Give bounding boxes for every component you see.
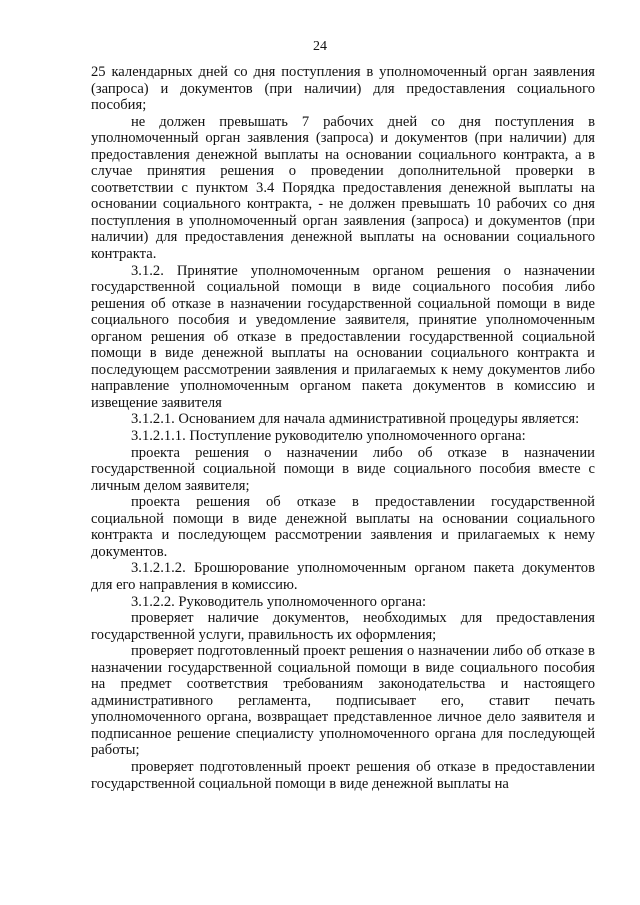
paragraph: 25 календарных дней со дня поступления в уполномоченный орган заявления (запроса) и документов (при наличии) для предоставления социального пособия; — [91, 64, 595, 114]
paragraph: 3.1.2. Принятие уполномоченным органом решения о назначении государственной социальной помощи в виде социального пособия либо решения об отказе в назначении государственной социальной помощи в виде социального пособия и уведомление заявителя, принятие уполномоченным органом решения об отказе в предоставлении государственной социальной помощи в виде денежной выплаты на основании социального контракта и последующем рассмотрении заявления и прилагаемых к нему документов либо направление уполномоченным органом пакета документов в комиссию и извещение заявителя — [91, 262, 595, 411]
paragraph: проверяет подготовленный проект решения о назначении либо об отказе в назначении государственной социальной помощи в виде социального пособия на предмет соответствия требованиям законодательства и настоящего административного регламента, подписывает его, ставит печать уполномоченного органа, возвращает представленное личное дело заявителя и подписанное решение специалисту уполномоченного органа для последующей работы; — [91, 643, 595, 759]
paragraph: проекта решения о назначении либо об отказе в назначении государственной социальной помощи в виде социального пособия вместе с личным делом заявителя; — [91, 444, 595, 494]
paragraph: проверяет подготовленный проект решения об отказе в предоставлении государственной социальной помощи в виде денежной выплаты на — [91, 758, 595, 792]
document-body — [91, 64, 595, 792]
page-number: 24 — [313, 39, 327, 54]
paragraph: не должен превышать 7 рабочих дней со дня поступления в уполномоченный орган заявления (запроса) и документов (при наличии) для предоставления денежной выплаты на основании социального контракта, а в случае принятия решения о проведении дополнительной проверки в соответствии с пунктом 3.4 Порядка предоставления денежной выплаты на основании социального контракта, - не должен превышать 10 рабочих со дня поступления в уполномоченный орган заявления (запроса) и документов (при наличии) для предоставления денежной выплаты на основании социального контракта. — [91, 113, 595, 263]
paragraph: 3.1.2.2. Руководитель уполномоченного органа: — [131, 593, 427, 610]
paragraph: проверяет наличие документов, необходимых для предоставления государственной услуги, правильность их оформления; — [91, 610, 595, 643]
paragraph: 3.1.2.1.2. Брошюрование уполномоченным органом пакета документов для его направления в комиссию. — [91, 560, 595, 593]
paragraph: 3.1.2.1.1. Поступление руководителю уполномоченного органа: — [131, 428, 526, 445]
paragraph: 3.1.2.1. Основанием для начала административной процедуры является: — [131, 411, 580, 428]
paragraph: проекта решения об отказе в предоставлении государственной социальной помощи в виде денежной выплаты на основании социального контракта и последующем рассмотрении заявления и прилагаемых к нему документов. — [91, 494, 595, 560]
